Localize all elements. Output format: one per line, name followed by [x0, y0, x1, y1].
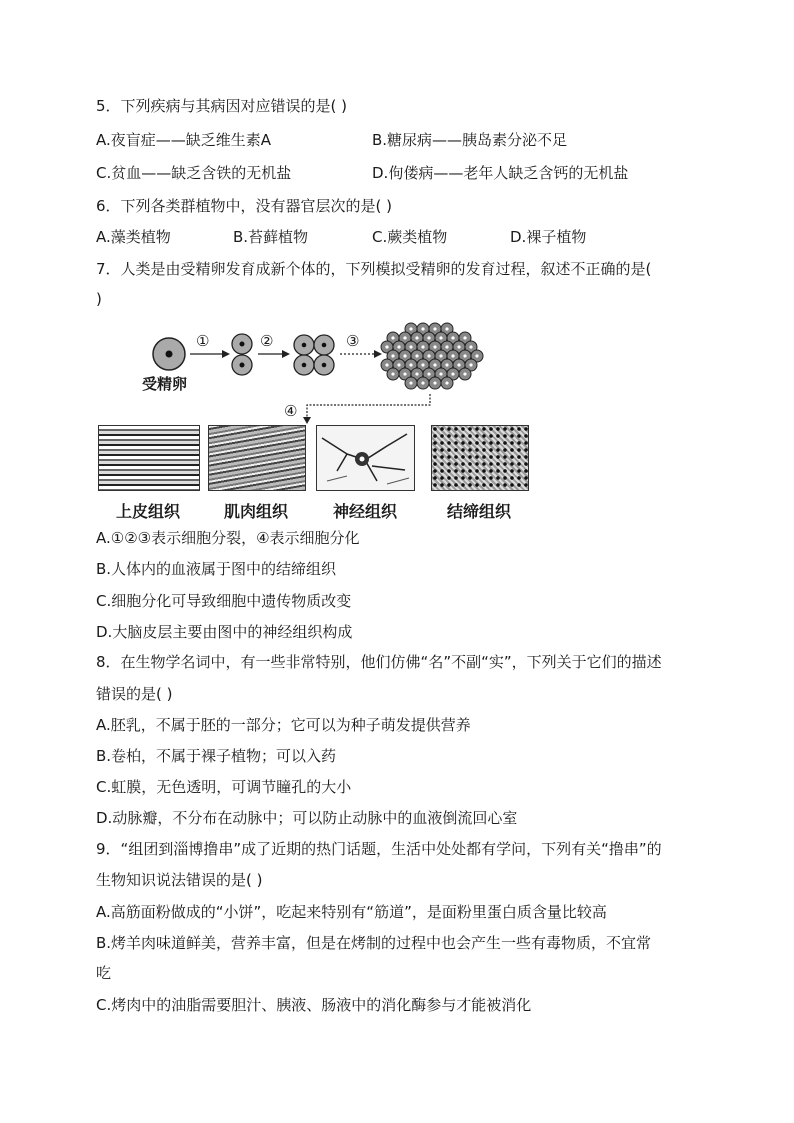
q7-option-d: D.大脑皮层主要由图中的神经组织构成 — [96, 623, 353, 641]
egg-label: 受精卵 — [142, 375, 188, 393]
four-cell-stage-icon — [294, 335, 334, 375]
q8-option-d: D.动脉瓣，不分布在动脉中；可以防止动脉中的血液倒流回心室 — [96, 809, 518, 827]
cell-nucleus — [415, 354, 418, 357]
q7-stem-line2: ) — [96, 290, 102, 308]
q7-option-b: B.人体内的血液属于图中的结缔组织 — [96, 560, 337, 578]
q8-stem-line1: 8．在生物学名词中，有一些非常特别，他们仿佛“名”不副“实”，下列关于它们的描述 — [96, 653, 662, 671]
q9-stem-line1: 9．“组团到淄博撸串”成了近期的热门话题，生活中处处都有学问，下列有关“撸串”的 — [96, 840, 662, 858]
cell-nucleus — [403, 354, 406, 357]
q6-stem: 6．下列各类群植物中，没有器官层次的是( ) — [96, 197, 393, 215]
tissue-label-epithelial: 上皮组织 — [115, 502, 180, 521]
cell-nucleus — [469, 345, 472, 348]
cell-nucleus — [391, 354, 394, 357]
cell-nucleus — [463, 336, 466, 339]
cell-nucleus — [463, 354, 466, 357]
connective-tissue-image — [431, 425, 529, 491]
q7-option-c: C.细胞分化可导致细胞中遗传物质改变 — [96, 592, 352, 610]
q7-option-a: A.①②③表示细胞分裂，④表示细胞分化 — [96, 529, 360, 547]
cell-nucleus — [457, 345, 460, 348]
q5-option-b: B.糖尿病——胰岛素分泌不足 — [372, 131, 568, 149]
cell-nucleus — [475, 354, 478, 357]
cell-mass-icon — [381, 323, 483, 389]
cell-nucleus — [409, 363, 412, 366]
q8-option-c: C.虹膜，无色透明，可调节瞳孔的大小 — [96, 778, 352, 796]
cell-nucleus — [397, 345, 400, 348]
step-1-marker: ① — [196, 332, 210, 350]
cell-nucleus — [427, 372, 430, 375]
step-3-marker: ③ — [346, 332, 360, 350]
cell-nucleus — [433, 381, 436, 384]
cell-nucleus — [397, 363, 400, 366]
cell-nucleus — [421, 363, 424, 366]
cell-nucleus — [415, 336, 418, 339]
cell-nucleus — [427, 336, 430, 339]
q9-option-b-line2: 吃 — [96, 964, 112, 982]
q5-stem: 5．下列疾病与其病因对应错误的是( ) — [96, 97, 348, 115]
cell-nucleus — [445, 345, 448, 348]
tissue-label-nerve: 神经组织 — [332, 502, 397, 521]
cell-nucleus — [445, 327, 448, 330]
q9-option-b-line1: B.烤羊肉味道鲜美，营养丰富，但是在烤制的过程中也会产生一些有毒物质，不宜常 — [96, 934, 652, 952]
fertilized-egg-icon — [153, 338, 185, 370]
cell-nucleus — [409, 345, 412, 348]
cell-nucleus — [433, 345, 436, 348]
q6-option-a: A.藻类植物 — [96, 228, 171, 246]
cell-nucleus — [385, 363, 388, 366]
tissue-label-connective: 结缔组织 — [446, 502, 511, 521]
q8-option-b: B.卷柏，不属于裸子植物；可以入药 — [96, 747, 337, 765]
cell-nucleus — [451, 336, 454, 339]
q9-stem-line2: 生物知识说法错误的是( ) — [96, 871, 263, 889]
cell-nucleus — [445, 381, 448, 384]
cell-nucleus — [451, 354, 454, 357]
q5-option-c: C.贫血——缺乏含铁的无机盐 — [96, 164, 292, 182]
cell-nucleus — [433, 363, 436, 366]
cell-nucleus — [385, 345, 388, 348]
cell-division-diagram — [96, 318, 536, 524]
cell-nucleus — [439, 336, 442, 339]
cell-nucleus — [433, 327, 436, 330]
cell-nucleus — [439, 354, 442, 357]
epithelial-tissue-image — [98, 425, 200, 491]
two-cell-stage-icon — [232, 334, 252, 375]
tissue-label-muscle: 肌肉组织 — [223, 502, 288, 521]
cell-nucleus — [403, 336, 406, 339]
cell-nucleus — [421, 327, 424, 330]
q8-option-a: A.胚乳，不属于胚的一部分；它可以为种子萌发提供营养 — [96, 716, 471, 734]
q7-stem-line1: 7．人类是由受精卵发育成新个体的，下列模拟受精卵的发育过程，叙述不正确的是( — [96, 260, 652, 278]
cell-nucleus — [427, 354, 430, 357]
q5-option-a: A.夜盲症——缺乏维生素A — [96, 131, 272, 149]
cell-nucleus — [451, 372, 454, 375]
cell-nucleus — [409, 327, 412, 330]
cell-nucleus — [469, 363, 472, 366]
cell-nucleus — [445, 363, 448, 366]
cell-nucleus — [409, 381, 412, 384]
cell-nucleus — [457, 363, 460, 366]
nerve-tissue-image — [316, 425, 415, 491]
cell-nucleus — [403, 372, 406, 375]
cell-nucleus — [421, 345, 424, 348]
cell-nucleus — [391, 336, 394, 339]
q9-option-c: C.烤肉中的油脂需要胆汁、胰液、肠液中的消化酶参与才能被消化 — [96, 996, 532, 1014]
cell-nucleus — [391, 372, 394, 375]
q6-option-b: B.苔藓植物 — [233, 228, 309, 246]
cell-development-figure — [96, 318, 536, 524]
q6-option-c: C.蕨类植物 — [372, 228, 448, 246]
step-2-marker: ② — [260, 332, 274, 350]
step-4-marker: ④ — [284, 402, 298, 420]
cell-nucleus — [439, 372, 442, 375]
q8-stem-line2: 错误的是( ) — [96, 685, 173, 703]
q6-option-d: D.裸子植物 — [510, 228, 587, 246]
q5-option-d: D.佝偻病——老年人缺乏含钙的无机盐 — [372, 164, 629, 182]
q9-option-a: A.高筋面粉做成的“小饼”，吃起来特别有“筋道”，是面粉里蛋白质含量比较高 — [96, 903, 607, 921]
muscle-tissue-image — [208, 425, 306, 491]
cell-nucleus — [415, 372, 418, 375]
cell-nucleus — [463, 372, 466, 375]
cell-nucleus — [421, 381, 424, 384]
